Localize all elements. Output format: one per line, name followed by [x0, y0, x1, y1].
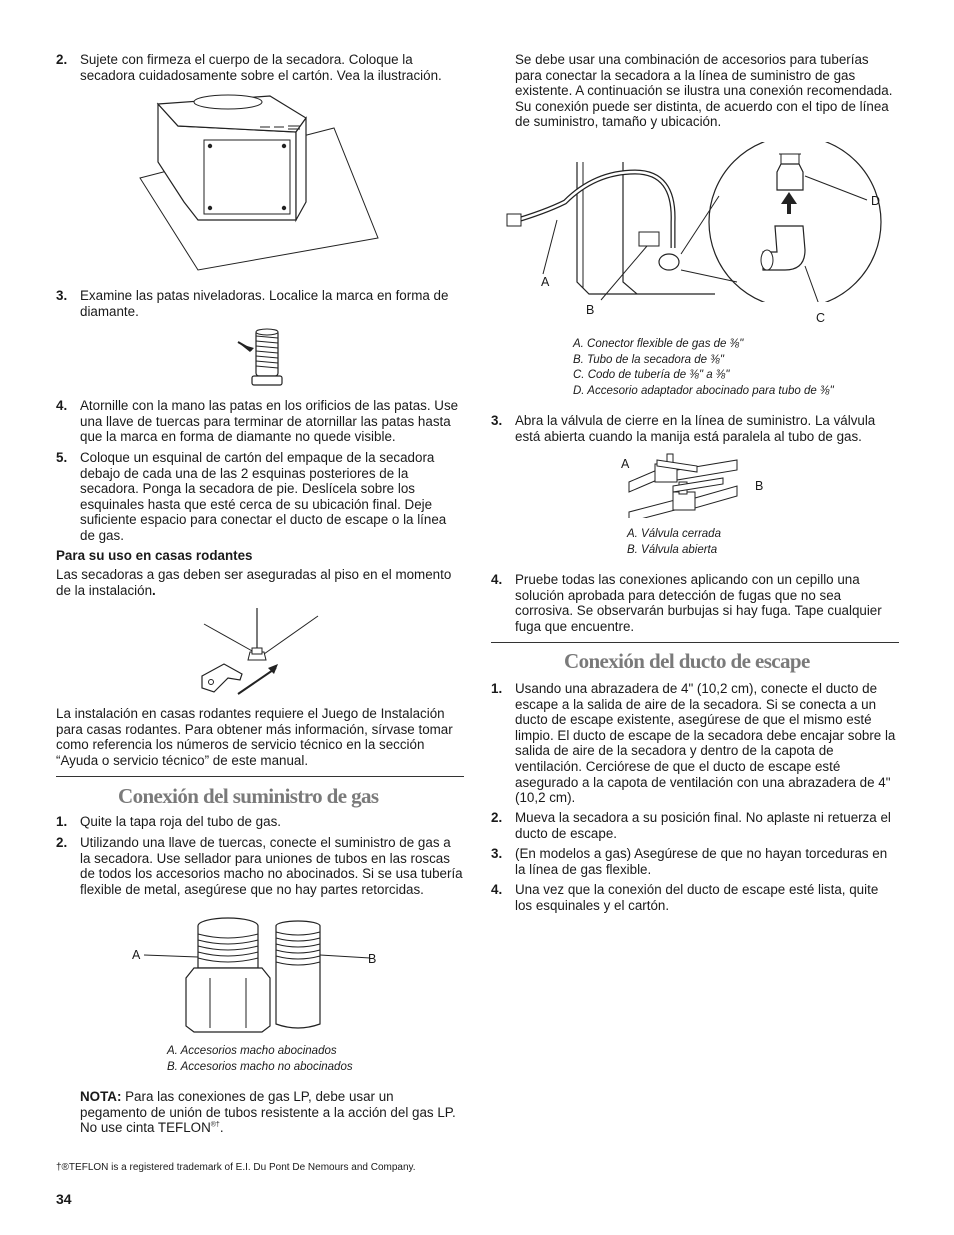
- step-text: Mueva la secadora a su posición final. No aplaste ni retuerza el ducto de escape.: [515, 810, 891, 841]
- step-text: Examine las patas niveladoras. Localice la marca en forma de diamante.: [80, 288, 449, 319]
- step-text: Atornille con la mano las patas en los orificios de las patas. Use una llave de tuercas para terminar de atornillar las patas hasta que la marca en forma de diamante no quede visible.: [80, 398, 459, 445]
- section-divider: [491, 642, 899, 643]
- step-2: [56, 52, 464, 83]
- step-number: 3.: [491, 413, 503, 428]
- gas-supply-heading: Conexión del suministro de gas: [118, 784, 379, 808]
- connection-label-d: D: [871, 194, 881, 208]
- connection-label-c: C: [816, 311, 826, 325]
- mobile-home-bracket-illustration: [194, 606, 322, 700]
- mobile-home-text-body: Las secadoras a gas deben ser aseguradas al piso en el momento de la instalación: [56, 567, 452, 598]
- section-divider: [56, 776, 464, 777]
- connection-intro: Se debe usar una combinación de accesorios para tuberías para conectar la secadora a la línea de suministro de gas existente. A continuación se ilustra una conexión recomendada. Su conexión puede ser distinta, de acuerdo con el tipo de línea de suministro, tamaño y ubicación.: [515, 52, 893, 130]
- connection-caption-d: D. Accesorio adaptador abocinado para tubo de ⅜": [573, 384, 834, 397]
- step-number: 2.: [56, 835, 68, 850]
- step-text: Abra la válvula de cierre en la línea de suministro. La válvula está abierta cuando la manija está paralela al tubo de gas.: [515, 413, 876, 444]
- step-text: Sujete con firmeza el cuerpo de la secadora. Coloque la secadora cuidadosamente sobre el cartón. Vea la ilustración.: [80, 52, 442, 83]
- step-number: 4.: [491, 882, 503, 897]
- step-number: 1.: [491, 681, 503, 696]
- mobile-home-kit-text: La instalación en casas rodantes requiere el Juego de Instalación para casas rodantes. Para obtener más información, sírvase tomar como referencia los números de servicio técnico en la sección “Ayuda o servicio técnico” de este manual.: [56, 706, 453, 768]
- fitting-label-b: B: [368, 952, 377, 966]
- step-4: [56, 398, 464, 445]
- step-4-leak-test: [491, 572, 899, 634]
- fitting-caption-b: B. Accesorios macho no abocinados: [167, 1060, 353, 1073]
- step-number: 2.: [491, 810, 503, 825]
- step-number: 3.: [56, 288, 68, 303]
- gas-step-1: [56, 814, 464, 830]
- connection-caption-b: B. Tubo de la secadora de ⅜": [573, 353, 724, 366]
- note-end: .: [219, 1120, 224, 1136]
- valve-label-a: A: [621, 457, 630, 471]
- male-fittings-illustration: [138, 914, 418, 1038]
- step-text: Usando una abrazadera de 4" (10,2 cm), conecte el ducto de escape a la salida de aire de la secadora. Si se conecta a un ducto de escape existente, asegúrese de que el mismo esté limpio. El ducto de escape de la secadora debe encajar sobre la salida de aire de la secadora y dentro de la capota de ventilación. Cerciórese de que el ducto de escape esté asegurado a la capota de ventilación con una abrazadera de 4" (10,2 cm).: [515, 681, 896, 806]
- connection-label-b: B: [586, 303, 595, 317]
- step-number: 2.: [56, 52, 68, 67]
- note-body: Para las conexiones de gas LP, debe usar un pegamento de unión de tubos resistente a la acción del gas LP. No use cinta TEFLON: [80, 1089, 456, 1136]
- valve-label-b: B: [755, 479, 764, 493]
- step-text: Una vez que la conexión del ducto de escape esté lista, quite los esquinales y el cartón.: [515, 882, 879, 913]
- fitting-caption-a: A. Accesorios macho abocinados: [167, 1045, 337, 1057]
- gas-step-2: [56, 835, 464, 897]
- valve-caption-a: A. Válvula cerrada: [627, 528, 721, 540]
- connection-label-a: A: [541, 275, 550, 289]
- step-number: 3.: [491, 846, 503, 861]
- connection-caption: [573, 337, 834, 399]
- valve-caption: [627, 527, 721, 558]
- step-text: Coloque un esquinal de cartón del empaque de la secadora debajo de cada una de las 2 esquinas posteriores de la secadora. Ponga la secadora de pie. Deslícela sobre los esquinales hasta que esté cerca de su ubicación final. Deje suficiente espacio para conectar el ducto de escape o la línea de gas.: [80, 450, 447, 543]
- step-number: 5.: [56, 450, 68, 465]
- valve-illustration: [627, 452, 767, 518]
- step-3-valve: [491, 413, 899, 444]
- mobile-home-heading: Para su uso en casas rodantes: [56, 548, 253, 563]
- note-label: NOTA:: [80, 1089, 122, 1104]
- mobile-home-text: [56, 567, 464, 598]
- leveling-leg-illustration: [236, 326, 296, 390]
- gas-connection-illustration: [505, 142, 895, 302]
- step-number: 4.: [491, 572, 503, 587]
- step-5: [56, 450, 464, 544]
- dryer-on-carton-illustration: [138, 92, 386, 274]
- valve-caption-b: B. Válvula abierta: [627, 543, 718, 556]
- connection-caption-c: C. Codo de tubería de ⅜" a ⅜": [573, 369, 730, 382]
- fitting-label-a: A: [132, 948, 141, 962]
- step-text: Quite la tapa roja del tubo de gas.: [80, 814, 281, 829]
- page-number: 34: [56, 1191, 72, 1207]
- step-text: Pruebe todas las conexiones aplicando con un cepillo una solución aprobada para detección de fugas que no sea corrosiva. Se observarán burbujas si hay fuga. Tape cualquier fuga que encuentre.: [515, 572, 882, 634]
- step-number: 1.: [56, 814, 68, 829]
- exhaust-step-2: [491, 810, 899, 841]
- note-superscript: ®†: [210, 1121, 220, 1129]
- step-text: Utilizando una llave de tuercas, conecte el suministro de gas a la secadora. Use sellador para uniones de tubos en las roscas de todos los accesorios macho no abocinados. Si se usa tubería flexible de metal, asegúrese que no hay partes retorcidas.: [80, 835, 463, 897]
- exhaust-heading: Conexión del ducto de escape: [564, 649, 810, 673]
- step-text: (En modelos a gas) Asegúrese de que no hayan torceduras en la línea de gas flexible.: [515, 846, 888, 877]
- exhaust-step-4: [491, 882, 899, 913]
- mobile-home-text-end: .: [152, 582, 156, 598]
- connection-caption-a: A. Conector flexible de gas de ⅜": [573, 338, 744, 350]
- footnote: †®TEFLON is a registered trademark of E.I. Du Pont De Nemours and Company.: [56, 1162, 416, 1173]
- step-3: [56, 288, 464, 319]
- step-number: 4.: [56, 398, 68, 413]
- exhaust-step-1: [491, 681, 899, 806]
- note-text: [80, 1089, 464, 1136]
- fitting-caption: [167, 1044, 353, 1075]
- exhaust-step-3: [491, 846, 899, 877]
